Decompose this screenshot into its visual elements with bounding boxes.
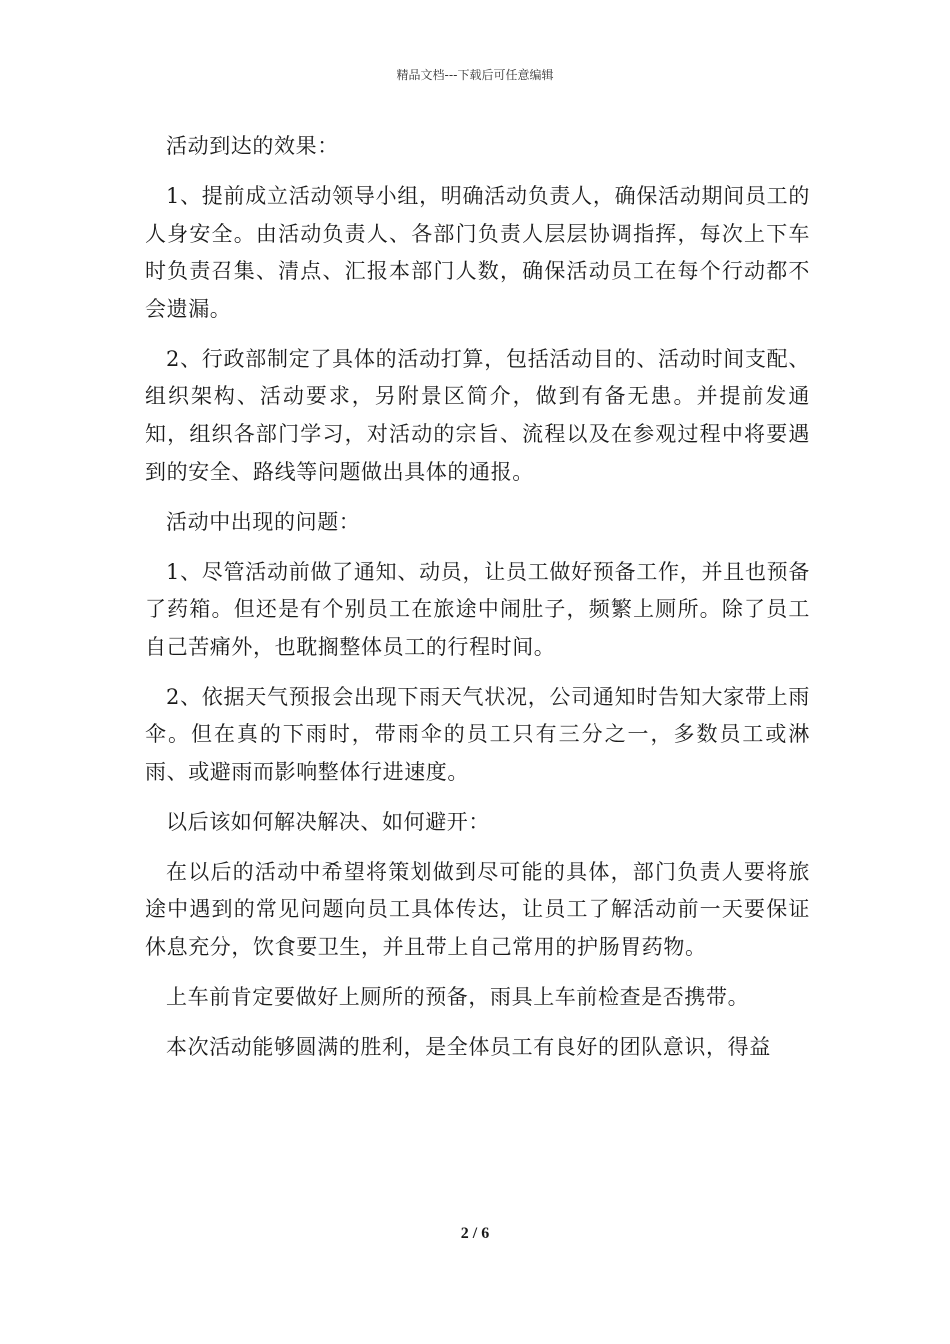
paragraph-effect-1: 1、提前成立活动领导小组，明确活动负责人，确保活动期间员工的人身安全。由活动负责人、各部门负责人层层协调指挥，每次上下车时负责召集、清点、汇报本部门人数，确保活动员工在每个行动都不会遗漏。 [145, 183, 810, 321]
paragraph-conclusion: 本次活动能够圆满的胜利，是全体员工有良好的团队意识，得益 [166, 1034, 771, 1059]
paragraph-solution-1: 在以后的活动中希望将策划做到尽可能的具体，部门负责人要将旅途中遇到的常见问题向员工具体传达，让员工了解活动前一天要保证休息充分，饮食要卫生，并且带上自己常用的护肠胃药物。 [145, 859, 810, 960]
document-body [145, 128, 810, 1079]
page-number: 2 / 6 [460, 1225, 490, 1242]
paragraph-problems-heading: 活动中出现的问题： [166, 509, 361, 534]
paragraph-problem-2: 2、依据天气预报会出现下雨天气状况，公司通知时告知大家带上雨伞。但在真的下雨时，带雨伞的员工只有三分之一，多数员工或淋雨、或避雨而影响整体行进速度。 [145, 684, 810, 784]
page-header: 精品文档---下载后可任意编辑 [396, 68, 554, 82]
paragraph-solutions-heading: 以后该如何解决解决、如何避开： [166, 809, 490, 834]
paragraph-problem-1: 1、尽管活动前做了通知、动员，让员工做好预备工作，并且也预备了药箱。但还是有个别员工在旅途中闹肚子，频繁上厕所。除了员工自己苦痛外，也耽搁整体员工的行程时间。 [145, 559, 810, 659]
paragraph-solution-2: 上车前肯定要做好上厕所的预备，雨具上车前检查是否携带。 [166, 985, 750, 1009]
paragraph-effects-heading: 活动到达的效果： [166, 134, 339, 158]
paragraph-effect-2: 2、行政部制定了具体的活动打算，包括活动目的、活动时间支配、组织架构、活动要求，另附景区简介，做到有备无患。并提前发通知，组织各部门学习，对活动的宗旨、流程以及在参观过程中将要遇到的安全、路线等问题做出具体的通报。 [145, 346, 810, 484]
